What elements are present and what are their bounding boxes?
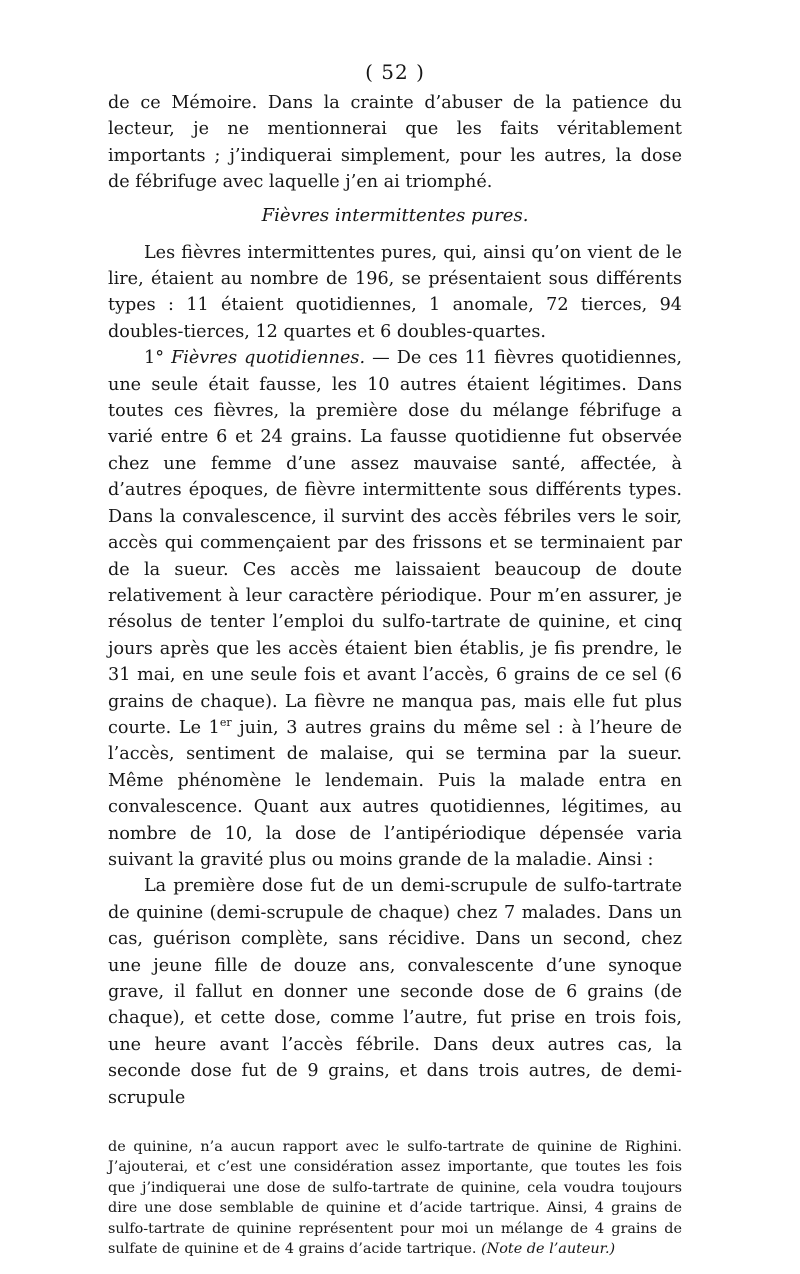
footnote-attribution: (Note de l’auteur.) bbox=[481, 1241, 616, 1258]
paragraph-title: Fièvres quotidiennes. bbox=[171, 348, 366, 369]
footnote-text: de quinine, n’a aucun rapport avec le sulfo-tartrate de quinine de Righini. J’ajouterai, et c’est une considération assez importante, que toutes les fois que j’indiquerai une dose de sulfo-tartrate de quinine, cela voudra toujours dire une dose semblable de quinine et d’acide tartrique. Ainsi, 4 grains de sulfo-tartrate de quinine représentent pour moi un mélange de 4 grains de sulfate de quinine et de 4 grains d’acide tartrique. bbox=[108, 1139, 682, 1258]
paragraph-types: Les fièvres intermittentes pures, qui, ainsi qu’on vient de le lire, étaient au nombre de 196, se présentaient sous différents types : 11 étaient quotidiennes, 1 anomale, 72 tierces, 94 doubles-tierces, 12 quartes et 6 doubles-quartes. bbox=[108, 242, 682, 342]
paragraph-quotidiennes bbox=[108, 345, 682, 873]
page-number: ( 52 ) bbox=[365, 60, 425, 84]
document-page bbox=[108, 56, 682, 1274]
paragraph-first-dose: La première dose fut de un demi-scrupule de sulfo-tartrate de quinine (demi-scrupule de chaque) chez 7 malades. Dans un cas, guérison complète, sans récidive. Dans un second, chez une jeune fille de douze ans, convalescente d’une synoque grave, il fallut en donner une seconde dose de 6 grains (de chaque), et cette dose, comme l’autre, fut prise en trois fois, une heure avant l’accès fébrile. Dans deux autres cas, la seconde dose fut de 9 grains, et dans trois autres, de demi-scrupule bbox=[108, 876, 682, 1108]
paragraph-intro: de ce Mémoire. Dans la crainte d’abuser de la patience du lecteur, je ne mentionnerai que les faits véritablement importants ; j’indiquerai simplement, pour les autres, la dose de fébrifuge avec laquelle j’en ai triomphé. bbox=[108, 93, 682, 193]
paragraph-text-b: juin, 3 autres grains du même sel : à l’heure de l’accès, sentiment de malaise, qui se termina par la sueur. Même phénomène le lendemain. Puis la malade entra en convalescence. Quant aux autres quotidiennes, légitimes, au nombre de 10, la dose de l’antipériodique dépensée varia suivant la gravité plus ou moins grande de la maladie. Ainsi : bbox=[108, 717, 682, 870]
footnote bbox=[108, 1137, 682, 1259]
paragraph-text-a: — De ces 11 fièvres quotidiennes, une seule était fausse, les 10 autres étaient légitimes. Dans toutes ces fièvres, la première dose du mélange fébrifuge a varié entre 6 et 24 grains. La fausse quotidienne fut observée chez une femme d’une assez mauvaise santé, affectée, à d’autres époques, de fièvre intermittente sous différents types. Dans la convalescence, il survint des accès fébriles vers le soir, accès qui commençaient par des frissons et se terminaient par de la sueur. Ces accès me laissaient beaucoup de doute relativement à leur caractère périodique. Pour m’en assurer, je résolus de tenter l’emploi du sulfo-tartrate de quinine, et cinq jours après que les accès étaient bien établis, je fis prendre, le 31 mai, en une seule fois et avant l’accès, 6 grains de ce sel (6 grains de chaque). La fièvre ne manqua pas, mais elle fut plus courte. Le 1 bbox=[108, 348, 683, 738]
ordinal-superscript: er bbox=[219, 716, 232, 730]
section-heading: Fièvres intermittentes pures. bbox=[261, 204, 529, 226]
paragraph-number: 1° bbox=[144, 348, 164, 369]
